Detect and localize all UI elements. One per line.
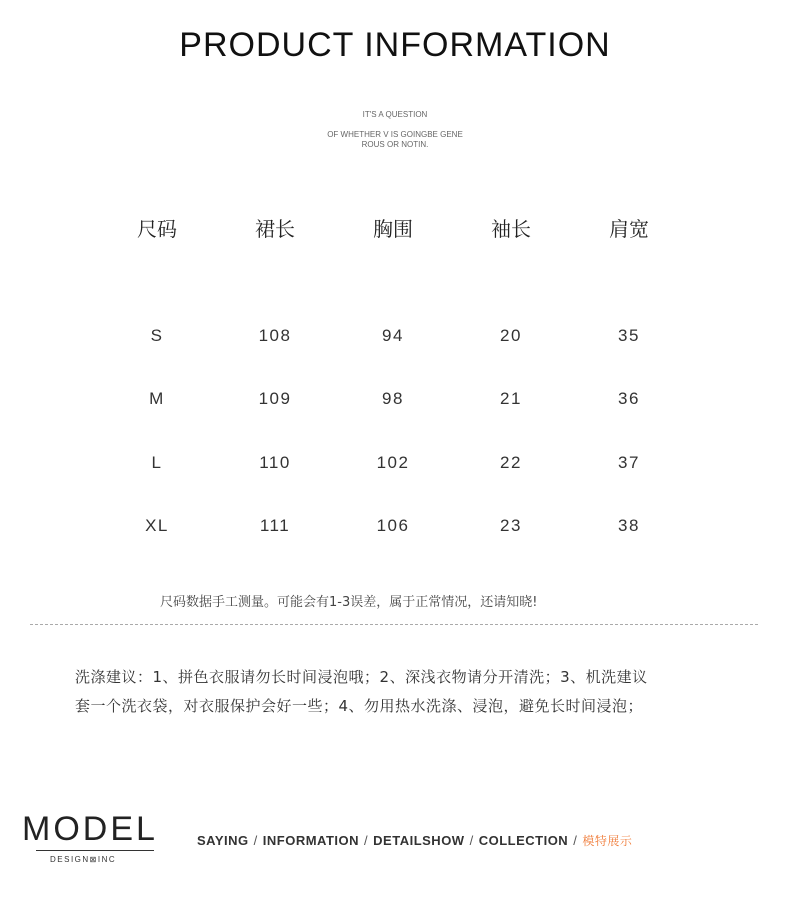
nav-separator: / xyxy=(469,833,474,848)
nav-item-information[interactable]: INFORMATION xyxy=(262,833,360,848)
measurement-note: 尺码数据手工测量。可能会有1-3误差，属于正常情况，还请知晓! xyxy=(160,595,538,610)
nav-item-saying[interactable]: SAYING xyxy=(197,833,249,848)
cell-bust: 98 xyxy=(382,389,404,409)
size-table xyxy=(98,198,688,558)
logo-subtext: DESIGN⊠INC xyxy=(50,855,117,864)
cell-dress-length: 108 xyxy=(258,325,292,345)
header-size: 尺码 xyxy=(137,216,177,241)
table-row xyxy=(98,368,688,432)
cell-shoulder-width: 36 xyxy=(618,389,640,409)
nav-separator: / xyxy=(573,833,578,848)
header-sleeve-length: 袖长 xyxy=(491,216,531,241)
dashed-divider xyxy=(30,624,758,625)
section-nav xyxy=(197,832,632,849)
nav-item-detailshow[interactable]: DETAILSHOW xyxy=(373,833,465,848)
cell-sleeve-length: 21 xyxy=(500,389,522,409)
cell-shoulder-width: 35 xyxy=(618,325,640,345)
cell-size: XL xyxy=(145,516,169,536)
cell-dress-length: 111 xyxy=(259,516,291,536)
cell-size: S xyxy=(150,325,164,345)
header-dress-length: 裙长 xyxy=(255,216,295,241)
cell-dress-length: 110 xyxy=(259,452,291,472)
header-shoulder-width: 肩宽 xyxy=(609,216,649,241)
page-title: PRODUCT INFORMATION xyxy=(179,26,611,64)
subtitle-block xyxy=(0,130,790,150)
table-row xyxy=(98,304,688,368)
nav-separator: / xyxy=(253,833,258,848)
cell-bust: 106 xyxy=(376,516,410,536)
logo-wordmark: MODEL xyxy=(22,810,158,848)
table-row xyxy=(98,431,688,495)
cell-size: M xyxy=(149,389,165,409)
cell-bust: 94 xyxy=(382,325,404,345)
subtitle-line-2: OF WHETHER V IS GOINGBE GENE xyxy=(327,130,463,139)
cell-sleeve-length: 23 xyxy=(500,516,522,536)
cell-size: L xyxy=(151,452,163,472)
care-instructions-line-2: 套一个洗衣袋，对衣服保护会好一些；4、勿用热水洗涤、浸泡，避免长时间浸泡； xyxy=(75,697,644,715)
cell-sleeve-length: 20 xyxy=(500,325,522,345)
nav-item-model-showcase[interactable]: 模特展示 xyxy=(582,834,633,848)
cell-dress-length: 109 xyxy=(258,389,292,409)
nav-separator: / xyxy=(364,833,369,848)
nav-item-collection[interactable]: COLLECTION xyxy=(478,833,569,848)
cell-shoulder-width: 37 xyxy=(618,452,640,472)
care-instructions-line-1: 洗涤建议：1、拼色衣服请勿长时间浸泡哦；2、深浅衣物请分开清洗；3、机洗建议 xyxy=(75,668,648,686)
subtitle-line-3: ROUS OR NOTIN. xyxy=(361,140,429,149)
subtitle-line-1: IT'S A QUESTION xyxy=(362,110,428,119)
cell-shoulder-width: 38 xyxy=(618,516,640,536)
cell-bust: 102 xyxy=(376,452,410,472)
size-table-header-row xyxy=(98,198,688,256)
logo-divider xyxy=(36,850,154,851)
brand-logo xyxy=(22,812,158,864)
cell-sleeve-length: 22 xyxy=(500,452,522,472)
table-row xyxy=(98,495,688,559)
header-bust: 胸围 xyxy=(373,216,413,241)
